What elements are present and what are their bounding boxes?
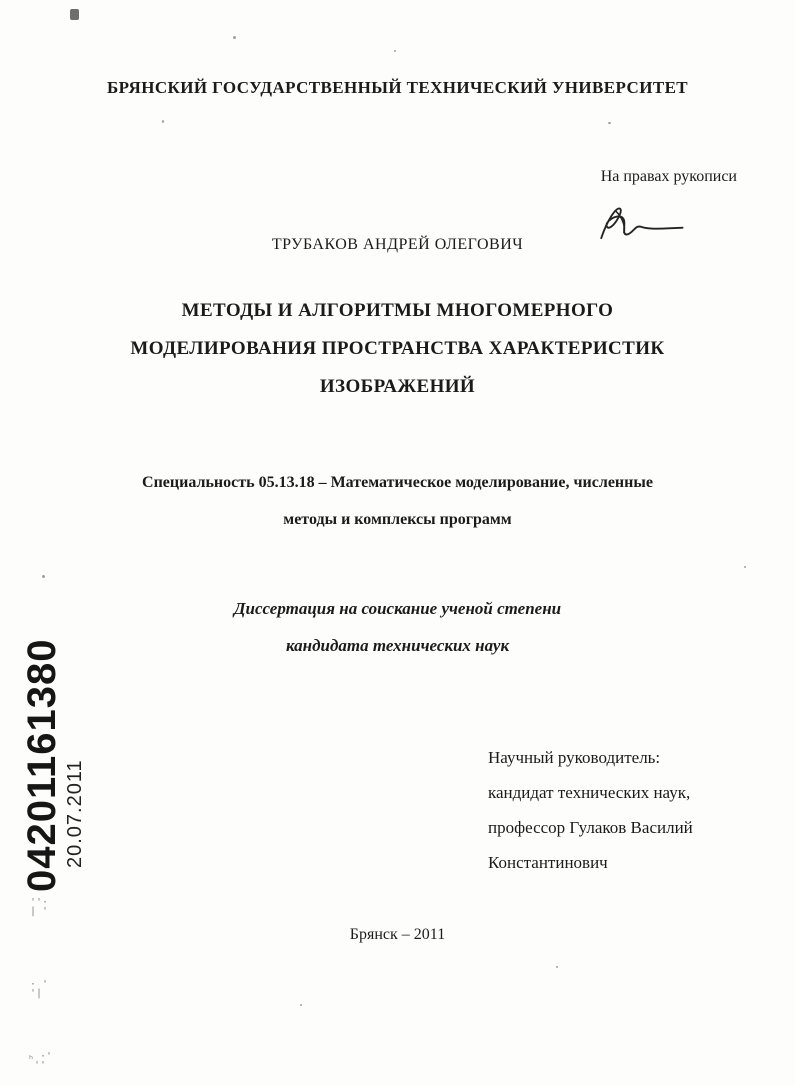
registration-stamp-date: 20.07.2011 (64, 759, 86, 868)
scan-speck (42, 575, 45, 578)
scan-speck (394, 50, 396, 52)
thesis-type-line-1: Диссертация на соискание ученой степени (233, 599, 562, 618)
author-name: ТРУБАКОВ АНДРЕЙ ОЛЕГОВИЧ (271, 236, 524, 253)
university-name: БРЯНСКИЙ ГОСУДАРСТВЕННЫЙ ТЕХНИЧЕСКИЙ УНИВЕРСИТЕТ (106, 78, 689, 97)
thesis-type-section (0, 590, 795, 664)
scan-speck (556, 966, 558, 968)
advisor-line-3: профессор Гулаков Василий (488, 818, 693, 837)
scan-speck (608, 122, 611, 124)
specialty-section (0, 464, 795, 538)
registration-stamp-number: 04201161380 (20, 638, 64, 892)
advisor-line-2: кандидат технических наук, (488, 783, 691, 802)
title-line-2: МОДЕЛИРОВАНИЯ ПРОСТРАНСТВА ХАРАКТЕРИСТИК (130, 338, 665, 359)
margin-mark: · ' '| (30, 979, 49, 999)
scan-speck (744, 566, 746, 568)
manuscript-rights-note: На правах рукописи (600, 168, 737, 185)
specialty-line-1: Специальность 05.13.18 – Математическое моделирование, численные (142, 474, 653, 491)
advisor-line-1: Научный руководитель: (488, 748, 661, 767)
dissertation-title (0, 292, 795, 406)
title-line-1: МЕТОДЫ И АЛГОРИТМЫ МНОГОМЕРНОГО (181, 300, 614, 321)
scan-speck (233, 36, 236, 39)
advisor-block (488, 740, 693, 880)
city-and-year: Брянск – 2011 (349, 926, 446, 943)
thesis-type-line-2: кандидата технических наук (285, 636, 510, 655)
title-line-3: ИЗОБРАЖЕНИЙ (319, 376, 476, 397)
scan-speck (300, 1004, 302, 1006)
margin-mark: ₕ ·' '' (28, 1051, 53, 1071)
specialty-line-2: методы и комплексы программ (283, 511, 512, 528)
scan-speck (70, 9, 79, 20)
advisor-line-4: Константинович (488, 853, 608, 872)
scan-speck (162, 120, 164, 123)
margin-mark: ''· | ' (30, 897, 49, 917)
